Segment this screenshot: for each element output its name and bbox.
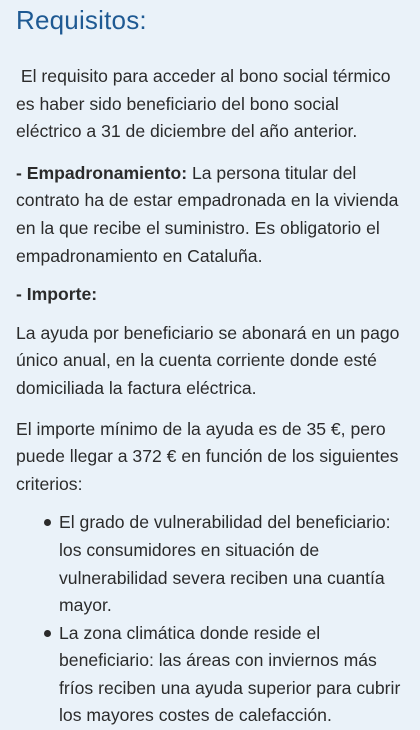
importe-paragraph bbox=[16, 281, 404, 309]
empadronamiento-label: - Empadronamiento: bbox=[16, 162, 188, 183]
importe-label: - Importe: bbox=[16, 284, 98, 305]
list-item bbox=[59, 620, 404, 730]
ayuda-paragraph: La ayuda por beneficiario se abonará en un pago único anual, en la cuenta corriente donde esté domiciliada la factura eléctrica. bbox=[16, 322, 400, 398]
list-item-text: La zona climática donde reside el beneficiario: las áreas con inviernos más fríos reciben una ayuda superior para cubrir los mayores costes de calefacción. bbox=[59, 622, 401, 726]
requisitos-heading: Requisitos: bbox=[16, 5, 147, 35]
intro-paragraph bbox=[16, 63, 404, 146]
list-item bbox=[59, 509, 404, 619]
empadronamiento-text: La persona titular del contrato ha de estar empadronada en la vivienda en la que recibe el suministro. Es obligatorio el empadronamiento en Cataluña. bbox=[16, 162, 399, 266]
bullet-icon bbox=[44, 630, 51, 637]
intro-text: El requisito para acceder al bono social térmico es haber sido beneficiario del bono social eléctrico a 31 de diciembre del año anterior. bbox=[16, 66, 391, 142]
empadronamiento-paragraph bbox=[16, 160, 404, 270]
importe-minimo-paragraph: El importe mínimo de la ayuda es de 35 €, pero puede llegar a 372 € en función de los siguientes criterios: bbox=[16, 418, 399, 494]
list-item-text: El grado de vulnerabilidad del beneficiario: los consumidores en situación de vulnerabilidad severa reciben una cuantía mayor. bbox=[59, 512, 391, 616]
criteria-list bbox=[16, 509, 404, 730]
bullet-icon bbox=[44, 519, 51, 526]
